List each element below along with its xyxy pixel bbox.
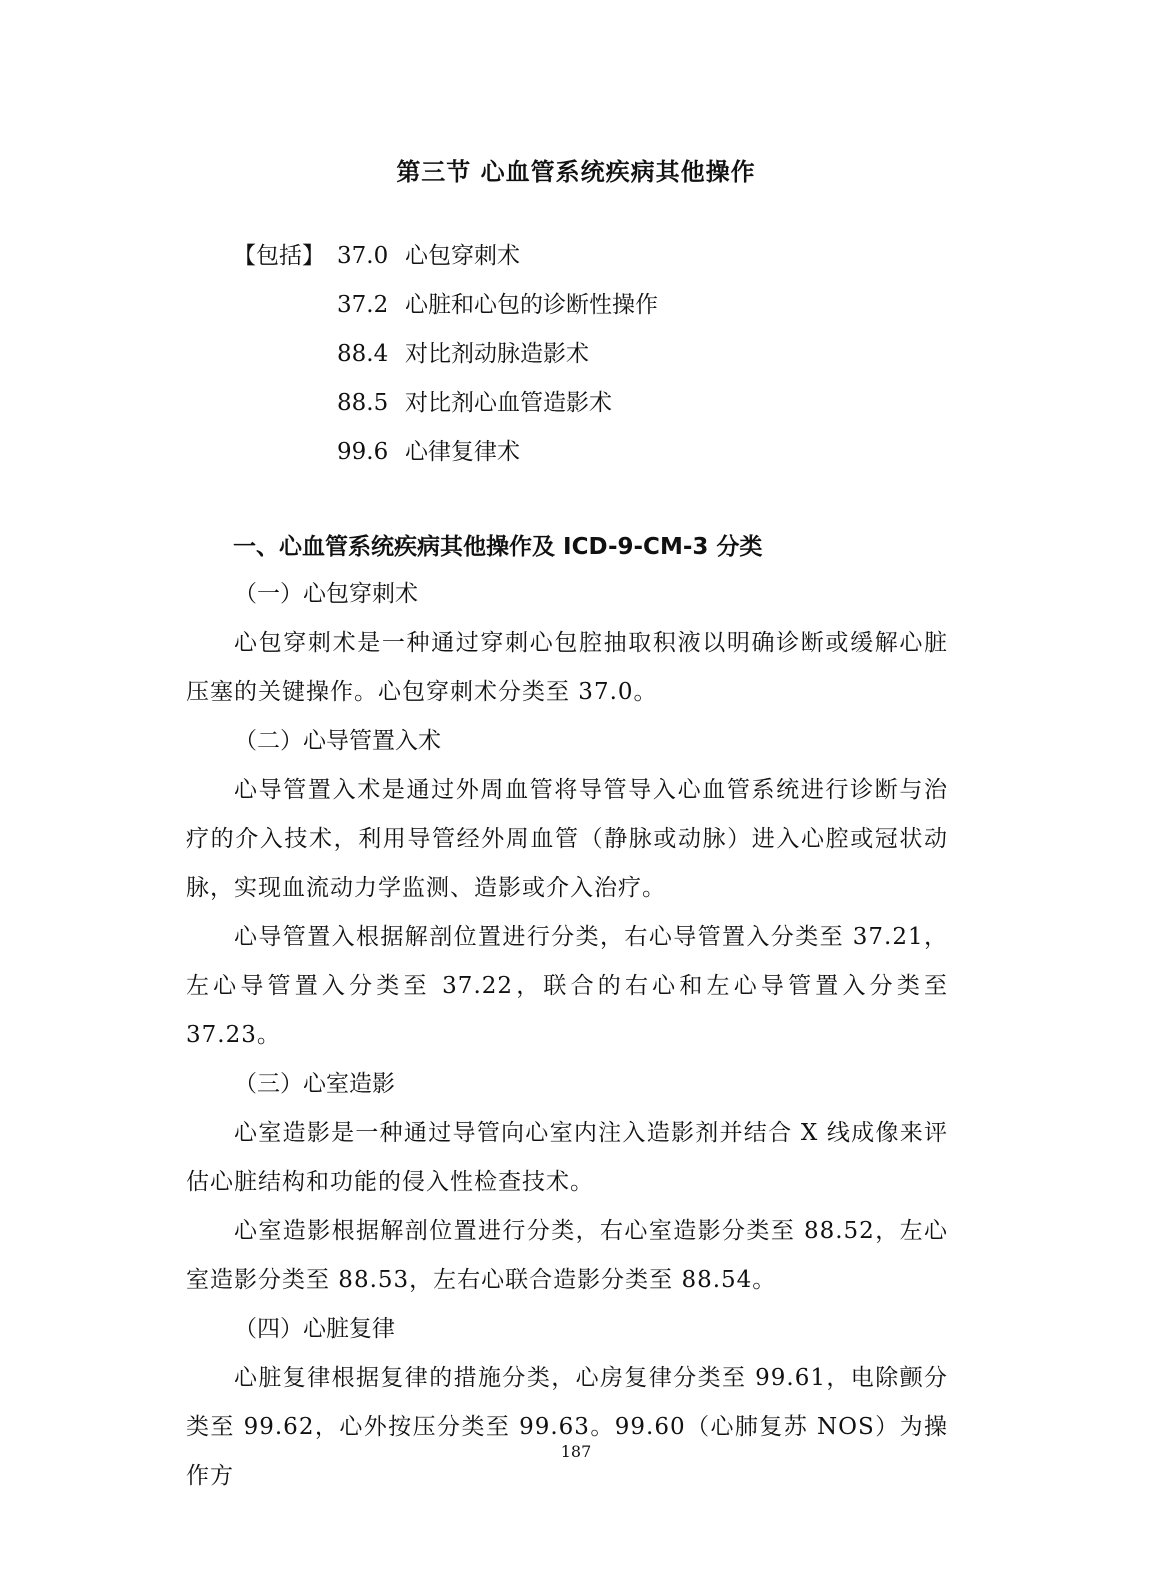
procedure-code: 99.6 — [337, 439, 389, 465]
paragraph: 心室造影根据解剖位置进行分类，右心室造影分类至 88.52，左心室造影分类至 88.53，左右心联合造影分类至 88.54。 — [186, 1218, 948, 1293]
subsection-title: （二）心导管置入术 — [234, 728, 441, 754]
procedure-name: 心包穿刺术 — [405, 243, 520, 269]
procedure-code: 88.5 — [337, 390, 389, 416]
procedure-code: 37.0 — [337, 243, 389, 269]
subsection-title: （一）心包穿刺术 — [234, 581, 418, 607]
page-number: 187 — [560, 1442, 592, 1461]
procedure-name: 对比剂心血管造影术 — [405, 390, 612, 416]
paragraph: 心室造影是一种通过导管向心室内注入造影剂并结合 X 线成像来评估心脏结构和功能的侵入性检查技术。 — [186, 1120, 948, 1195]
procedure-code: 37.2 — [337, 292, 389, 318]
procedure-name: 对比剂动脉造影术 — [405, 341, 589, 367]
procedure-name: 心脏和心包的诊断性操作 — [405, 292, 658, 318]
paragraph: 心脏复律根据复律的措施分类，心房复律分类至 99.61，电除颤分类至 99.62，心外按压分类至 99.63。99.60（心肺复苏 NOS）为操作方 — [186, 1365, 948, 1489]
page-title: 第三节 心血管系统疾病其他操作 — [396, 158, 756, 186]
paragraph: 心导管置入术是通过外周血管将导管导入心血管系统进行诊断与治疗的介入技术，利用导管经外周血管（静脉或动脉）进入心腔或冠状动脉，实现血流动力学监测、造影或介入治疗。 — [186, 777, 948, 901]
subsection-title: （三）心室造影 — [234, 1071, 395, 1097]
subsection-title: （四）心脏复律 — [234, 1316, 395, 1342]
section-heading: 一、心血管系统疾病其他操作及 ICD-9-CM-3 分类 — [233, 534, 763, 560]
paragraph: 心导管置入根据解剖位置进行分类，右心导管置入分类至 37.21，左心导管置入分类至 37.22，联合的右心和左心导管置入分类至 37.23。 — [186, 924, 948, 1048]
includes-label: 【包括】 — [233, 243, 325, 269]
body-text — [186, 570, 948, 1501]
procedure-code: 88.4 — [337, 341, 389, 367]
paragraph: 心包穿刺术是一种通过穿刺心包腔抽取积液以明确诊断或缓解心脏压塞的关键操作。心包穿刺术分类至 37.0。 — [186, 630, 948, 705]
procedure-name: 心律复律术 — [405, 439, 520, 465]
